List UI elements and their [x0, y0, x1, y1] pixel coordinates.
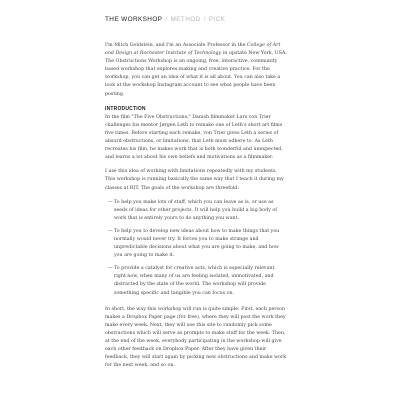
dash-marker: —	[108, 199, 113, 205]
nav-separator: /	[203, 16, 206, 23]
intro-text-continued: in upstate New York, USA. The Obstructions Workshop is an ongoing, free, interactive, community based workshop that explores making and creative practice. For the workshop, you can get an idea of what it is all about. You can also take a look at the workshop Instagram account to see what people have been posting.	[105, 51, 287, 97]
introduction-paragraph: In the film "The Five Obstructions," Danish filmmaker Lars von Trier challenges his mentor Jørgen Leth to remake one of Leth's short art films five times. Before starting each remake, von Trier gives Leth a series of absurd obstructions, or limitations, that Leth must adhere to. As Leth recreates his film, he makes work that is both wonderful and unexpected, and learns a lot about his own beliefs and motivations as a filmmaker.	[105, 114, 283, 161]
goal-text: To help you to develop new ideas about how to make things that you normally would never try. It forces you to make strange and unpredictable decisions about what you are going to make, and how you are going to make it.	[114, 228, 280, 259]
intro-paragraph	[105, 42, 287, 99]
closing-paragraph: In short, the way this workshop will run is quite simple: First, each person makes a Dropbox Paper page (for free), where they will post the work they make every week. Next, they will use this site to randomly pick some obstructions which will serve as prompts to make stuff for the week. Then, at the end of the week, everybody participating in the workshop will give each other feedback on Dropbox Paper. After they have given their feedback, they will start again by picking new obstructions and make work for the next week, and so on.	[105, 306, 287, 369]
nav-separator: /	[165, 16, 168, 23]
main-content	[105, 42, 287, 376]
goal-item	[105, 199, 287, 223]
dash-marker: —	[108, 266, 113, 272]
section-heading-introduction: INTRODUCTION	[105, 105, 146, 112]
school-name: College of Art and Design at Rochester Institute of Technology	[105, 43, 281, 57]
goal-text: To provide a catalyst for creative acts, which is especially relevant right now, when many of us are feeling isolated, unmotivated, and distracted by the state of the world. The workshop will provide something specific and tangible you can focus on.	[114, 266, 275, 296]
goal-item	[105, 265, 287, 297]
nav-link-pick[interactable]: PICK	[208, 16, 226, 23]
intro-text: I'm Mitch Goldstein, and I'm an Associate Professor in the	[105, 43, 247, 48]
goal-item	[105, 228, 287, 260]
top-nav	[105, 16, 225, 23]
goal-text: To help you make lots of stuff, which you can leave as is, or use as seeds of ideas for other projects. It will help you build a big body of work that is entirely yours to do anything you want.	[114, 199, 277, 221]
nav-link-method[interactable]: METHOD	[170, 16, 201, 23]
goals-list	[105, 199, 287, 298]
goals-intro-paragraph: I use this idea of working with limitations repeatedly with my students. This workshop is running basically the same way that I teach it during my classes at RIT. The goals of the workshop are threefold:	[105, 169, 284, 191]
dash-marker: —	[108, 228, 113, 234]
nav-brand-link[interactable]: THE WORKSHOP	[105, 16, 163, 23]
